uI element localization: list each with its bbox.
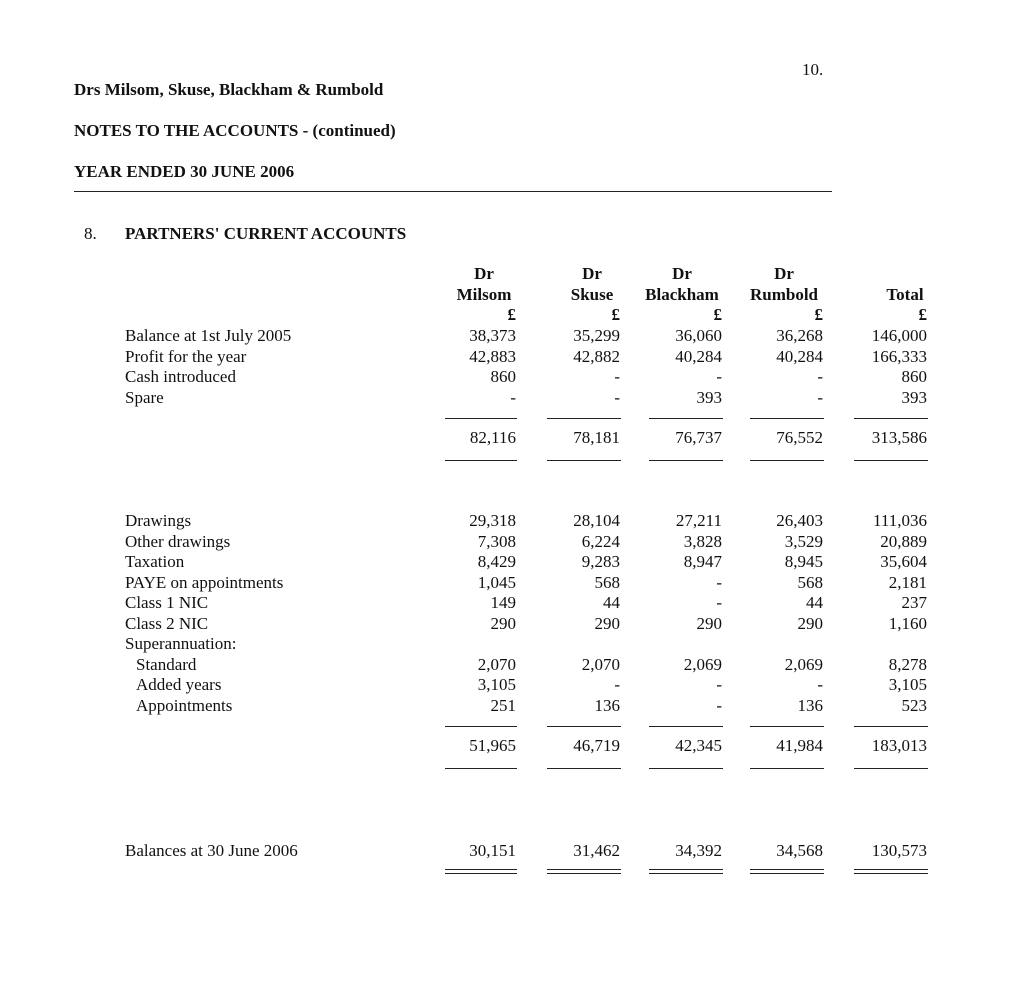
subtotal-rule (750, 418, 824, 419)
col-milsom-title-line2: Milsom (456, 285, 512, 304)
total-rule (649, 768, 723, 769)
debits-row-value: - (716, 593, 722, 612)
credits-row-value: 42,882 (573, 346, 620, 366)
subtotal-rule (445, 418, 517, 419)
total-rule (854, 768, 928, 769)
total-rule (854, 460, 928, 461)
header-divider (74, 191, 832, 192)
debits-row-value: 149 (490, 593, 516, 612)
credits-row-value: 38,373 (469, 326, 516, 345)
debits-row-value: 2,181 (888, 572, 927, 592)
debits-row-value: 44 (806, 593, 823, 612)
closing-balance-label: Balances at 30 June 2006 (125, 841, 298, 860)
credits-row-value: - (716, 367, 722, 386)
credits-row-value: - (817, 387, 823, 407)
debits-row-value: 29,318 (469, 511, 516, 530)
debits-row-value: - (716, 695, 722, 715)
debits-row-value: 20,889 (880, 531, 927, 551)
debits-row-value: 290 (797, 613, 823, 633)
debits-row-value: 6,224 (581, 531, 620, 551)
section-title: PARTNERS' CURRENT ACCOUNTS (125, 224, 407, 243)
credits-row-value: 860 (490, 367, 516, 386)
year-heading: YEAR ENDED 30 JUNE 2006 (74, 162, 295, 181)
page-number: 10. (802, 60, 824, 79)
credits-row-value: 40,284 (675, 346, 722, 366)
col-total-currency: £ (918, 305, 927, 324)
subtotal-rule (649, 418, 723, 419)
debits-row-label: Other drawings (125, 531, 231, 551)
col-total-title-line2: Total (886, 285, 924, 304)
debits-total-value: 41,984 (776, 736, 823, 755)
col-rumbold-title-line1: Dr (774, 264, 794, 283)
total-rule (649, 460, 723, 461)
credits-row-value: 36,268 (776, 326, 823, 345)
subtotal-rule (854, 726, 928, 727)
debits-row-value: 28,104 (573, 511, 620, 530)
debits-row-value: 3,828 (683, 531, 722, 551)
closing-balance-value: 34,568 (776, 841, 823, 860)
col-skuse-currency: £ (611, 305, 620, 324)
debits-row-label: PAYE on appointments (125, 572, 284, 592)
subtotal-rule (649, 726, 723, 727)
credits-total-value: 76,737 (675, 428, 722, 447)
debits-row-value: 8,278 (888, 654, 927, 674)
subtotal-rule (445, 726, 517, 727)
debits-row-label: Class 1 NIC (125, 593, 209, 612)
debits-row-value: 1,160 (888, 613, 927, 633)
debits-row-label: Taxation (125, 552, 185, 571)
credits-row-label: Spare (125, 387, 164, 407)
closing-balance-value: 30,151 (469, 841, 516, 860)
subtotal-rule (750, 726, 824, 727)
debits-row-value: 3,529 (784, 531, 823, 551)
debits-row-value: 136 (797, 695, 823, 715)
debits-row-label: Superannuation: (125, 634, 237, 653)
debits-row-value: - (716, 675, 722, 694)
debits-row-label: Appointments (136, 695, 233, 715)
debits-total-value: 183,013 (871, 736, 927, 755)
col-blackham-title-line2: Blackham (645, 285, 719, 304)
debits-row-value: 290 (594, 613, 620, 633)
subtotal-rule (547, 418, 621, 419)
credits-row-value: 42,883 (469, 346, 516, 366)
debits-row-value: 35,604 (880, 552, 927, 571)
total-rule (750, 768, 824, 769)
credits-row-value: 40,284 (776, 346, 823, 366)
debits-total-value: 46,719 (573, 736, 620, 755)
debits-row-value: 44 (603, 593, 620, 612)
col-rumbold-title-line2: Rumbold (749, 285, 819, 304)
debits-row-label: Added years (136, 675, 222, 694)
col-rumbold-currency: £ (814, 305, 823, 324)
col-milsom-title-line1: Dr (474, 264, 494, 283)
subtotal-rule (547, 726, 621, 727)
credits-row-label: Cash introduced (125, 367, 236, 386)
debits-row-label: Class 2 NIC (125, 613, 209, 633)
credits-row-value: - (614, 367, 620, 386)
debits-row-value: 251 (490, 695, 516, 715)
section-number: 8. (84, 224, 97, 243)
debits-row-value: - (817, 675, 823, 694)
col-milsom-currency: £ (507, 305, 516, 324)
debits-row-value: 8,429 (477, 552, 516, 571)
total-rule (547, 460, 621, 461)
credits-total-value: 82,116 (469, 428, 516, 447)
debits-total-value: 51,965 (469, 736, 516, 755)
total-rule (750, 460, 824, 461)
closing-balance-value: 31,462 (573, 841, 620, 860)
debits-row-value: 3,105 (477, 675, 516, 694)
credits-row-value: - (817, 367, 823, 386)
double-underline (547, 869, 621, 874)
total-rule (547, 768, 621, 769)
debits-row-label: Standard (136, 654, 197, 674)
credits-row-value: 393 (901, 387, 927, 407)
debits-row-value: 9,283 (581, 552, 620, 571)
firm-name: Drs Milsom, Skuse, Blackham & Rumbold (74, 80, 384, 99)
credits-row-value: 35,299 (573, 326, 620, 345)
debits-row-value: 8,947 (683, 552, 722, 571)
debits-row-value: - (716, 572, 722, 592)
double-underline (750, 869, 824, 874)
debits-row-value: 2,070 (477, 654, 516, 674)
debits-row-value: 2,070 (581, 654, 620, 674)
closing-balance-value: 34,392 (675, 841, 722, 860)
closing-balance-value: 130,573 (871, 841, 927, 860)
notes-heading: NOTES TO THE ACCOUNTS - (continued) (74, 121, 396, 140)
debits-row-label: Drawings (125, 511, 192, 530)
col-blackham-currency: £ (713, 305, 722, 324)
credits-row-value: 36,060 (675, 326, 722, 345)
total-rule (445, 460, 517, 461)
debits-row-value: 3,105 (888, 675, 927, 694)
debits-row-value: 136 (594, 695, 620, 715)
debits-row-value: 290 (696, 613, 722, 633)
credits-row-label: Profit for the year (125, 346, 247, 366)
debits-row-value: 26,403 (776, 511, 823, 530)
col-skuse-title-line2: Skuse (570, 285, 614, 304)
debits-row-value: 27,211 (675, 511, 722, 530)
debits-row-value: 111,036 (873, 511, 927, 530)
subtotal-rule (854, 418, 928, 419)
double-underline (649, 869, 723, 874)
debits-row-value: 237 (901, 593, 927, 612)
credits-row-value: - (614, 387, 620, 407)
credits-row-label: Balance at 1st July 2005 (125, 326, 292, 345)
credits-row-value: - (510, 387, 516, 407)
debits-row-value: - (614, 675, 620, 694)
debits-row-value: 568 (797, 572, 823, 592)
debits-row-value: 2,069 (784, 654, 823, 674)
credits-total-value: 76,552 (776, 428, 823, 447)
debits-row-value: 7,308 (477, 531, 516, 551)
credits-total-value: 313,586 (871, 428, 927, 447)
debits-row-value: 568 (594, 572, 620, 592)
debits-total-value: 42,345 (675, 736, 722, 755)
col-skuse-title-line1: Dr (582, 264, 602, 283)
debits-row-value: 1,045 (477, 572, 516, 592)
credits-row-value: 146,000 (871, 326, 927, 345)
double-underline (854, 869, 928, 874)
double-underline (445, 869, 517, 874)
total-rule (445, 768, 517, 769)
credits-row-value: 860 (901, 367, 927, 386)
credits-row-value: 393 (696, 387, 722, 407)
debits-row-value: 2,069 (683, 654, 722, 674)
debits-row-value: 523 (901, 695, 927, 715)
debits-row-value: 290 (490, 613, 516, 633)
credits-total-value: 78,181 (573, 428, 620, 447)
credits-row-value: 166,333 (871, 346, 927, 366)
col-blackham-title-line1: Dr (672, 264, 692, 283)
debits-row-value: 8,945 (784, 552, 823, 571)
